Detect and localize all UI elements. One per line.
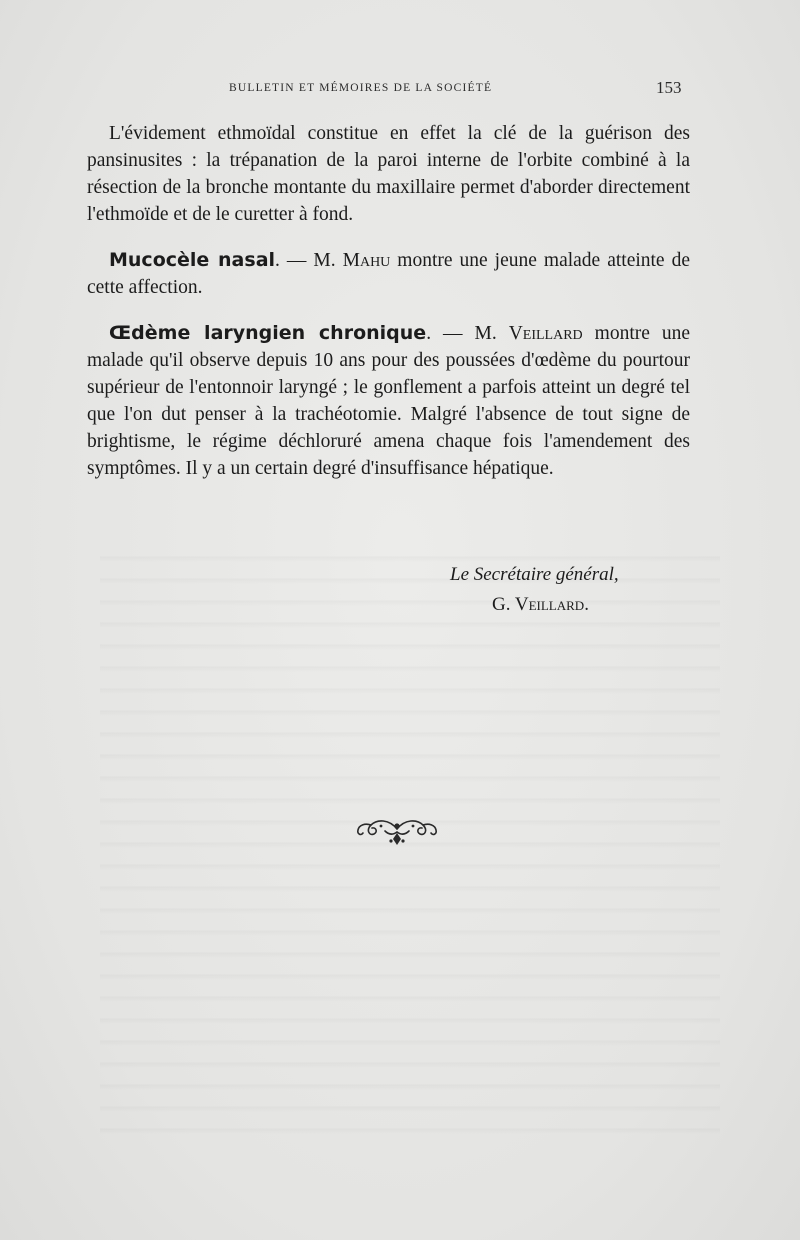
person-name: Mahu bbox=[342, 250, 391, 271]
signature-block bbox=[450, 560, 690, 620]
paragraph-ethmoid bbox=[87, 120, 690, 228]
signature-name: G. Veillard. bbox=[492, 594, 589, 615]
fleuron-ornament-icon bbox=[355, 815, 439, 849]
paragraph-mucocele bbox=[87, 247, 690, 301]
paragraph-oedeme bbox=[87, 320, 690, 482]
section-heading-mucocele: Mucocèle nasal bbox=[109, 249, 276, 271]
body-text bbox=[87, 120, 690, 501]
paragraph-text: montre une malade qu'il observe depuis 10 ans pour des poussées d'œdème du pourtour supérieur de l'entonnoir laryngé ; le gonflement a parfois atteint un degré tel que l'on dut penser à la trachéotomie. Malgré l'absence de tout signe de brightisme, le régime déchloruré amena chaque fois l'amendement des symptômes. Il y a un certain degré d'insuffisance hépatique. bbox=[87, 323, 691, 479]
running-header: BULLETIN ET MÉMOIRES DE LA SOCIÉTÉ bbox=[229, 82, 493, 94]
page-number: 153 bbox=[656, 78, 682, 97]
heading-dash: . — M. bbox=[426, 323, 509, 344]
signature-title: Le Secrétaire général, bbox=[450, 564, 619, 585]
person-name: Veillard bbox=[508, 323, 583, 344]
paragraph-text: L'évidement ethmoïdal constitue en effet la clé de la guérison des pansinusites : la trépanation de la paroi interne de l'orbite combiné à la résection de la bronche montante du maxillaire permet d'aborder directement l'ethmoïde et de le curetter à fond. bbox=[87, 123, 690, 225]
heading-dash: . — M. bbox=[275, 250, 343, 271]
paragraph-text: montre une jeune malade atteinte de cette affection. bbox=[87, 250, 690, 298]
section-heading-oedeme: Œdème laryngien chronique bbox=[109, 322, 427, 344]
